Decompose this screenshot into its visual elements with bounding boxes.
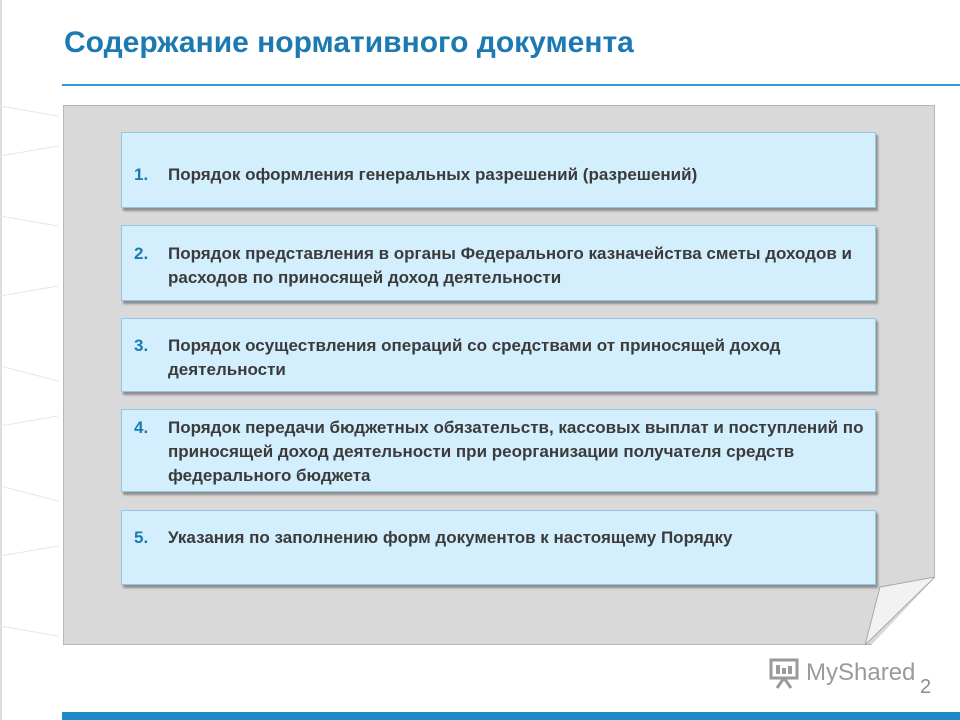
page-curl-corner: [865, 577, 935, 645]
background-decoration: [0, 96, 60, 696]
item-number: 3.: [134, 336, 149, 355]
watermark-text: MyShared: [806, 659, 916, 686]
title-divider: [62, 84, 960, 86]
page-number: 2: [920, 676, 932, 698]
list-item: [121, 132, 876, 208]
watermark-logo: [768, 656, 915, 690]
bottom-accent-bar: [62, 712, 960, 720]
list-item: [121, 409, 876, 492]
presentation-board-icon: [768, 656, 802, 690]
item-text: Порядок передачи бюджетных обязательств, кассовых выплат и поступлений по приносящей доход деятельности при реорганизации получателя средств федерального бюджета: [168, 418, 864, 485]
list-item: [121, 225, 876, 301]
item-number: 2.: [134, 244, 149, 263]
page-title: Содержание нормативного документа: [64, 26, 634, 59]
item-number: 4.: [134, 418, 149, 437]
list-item: [121, 318, 876, 392]
item-number: 5.: [134, 528, 149, 547]
item-number: 1.: [134, 165, 149, 184]
list-item: [121, 510, 876, 585]
item-text: Указания по заполнению форм документов к настоящему Порядку: [168, 528, 733, 547]
item-text: Порядок представления в органы Федерального казначейства сметы доходов и расходов по приносящей доход деятельности: [168, 244, 852, 287]
item-text: Порядок осуществления операций со средствами от приносящей доход деятельности: [168, 336, 781, 379]
item-text: Порядок оформления генеральных разрешений (разрешений): [168, 165, 698, 184]
